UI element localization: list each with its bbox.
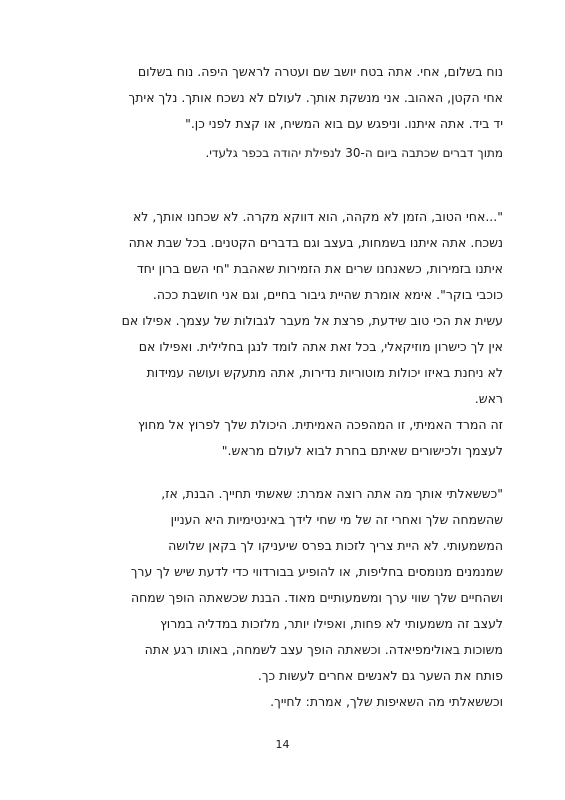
text-line: ראש. [474, 391, 503, 406]
text-line: לא ניחנת באיזו יכולות מוטוריות נדירות, אתה מתעקש ועושה עמידות [146, 365, 503, 380]
page-number: 14 [275, 738, 290, 751]
text-line: משוכות באולימפיאדה. וכשאתה הופך עצב לשמחה, באותו רגע אתה [144, 642, 503, 657]
paragraph-letter-to-brother [59, 204, 503, 464]
text-line: איתנו בזמירות, כשאנחנו שרים את הזמירות שאהבת "חי השם ברון יחד [136, 261, 503, 276]
text-line: יד ביד. אתה איתנו. וניפגש עם בוא המשיח, או קצת לפני כן." [185, 116, 503, 131]
text-line: "כששאלתי אותך מה אתה רוצה אמרת: שאשתי תחייך. הבנת, אז, [161, 486, 503, 501]
text-line: נשכח. אתה איתנו בשמחות, בעצב וגם בדברים הקטנים. בכל שבת אתה [128, 235, 503, 250]
source-attribution: מתוך דברים שכתבה ביום ה-30 לנפילת יהודה בכפר גלעדי. [205, 146, 503, 160]
paragraph-what-you-want [59, 481, 503, 715]
text-line: וכששאלתי מה השאיפות שלך, אמרת: לחייך. [270, 694, 503, 709]
text-line: לעצב זה משמעותי לא פחות, ואפילו יותר, מלזכות במדליה במרוץ [160, 616, 503, 631]
text-line: פותח את השער גם לאנשים אחרים לעשות כך. [257, 668, 503, 683]
paragraph-closing-words [59, 59, 503, 137]
text-line: זה המרד האמיתי, זו המהפכה האמיתית. היכולת שלך לפרוץ אל מחוץ [137, 417, 503, 432]
text-line: שמנמנים מנומסים בחליפות, או להופיע בבורדווי כדי לדעת שיש לך ערך [130, 564, 503, 579]
text-line: ושהחיים שלך שווי ערך ומשמעותיים מאוד. הבנת שכשאתה הופך שמחה [130, 590, 503, 605]
text-line: לעצמך ולכישורים שאיתם בחרת לבוא לעולם מראש." [221, 443, 503, 458]
text-line: המשמעותי. לא היית צריך לזכות בפרס שיעניקו לך בקאן שלושה [168, 538, 503, 553]
text-line: כוכבי בוקר". אימא אומרת שהיית גיבור בחיים, וגם אני חושבת ככה. [152, 287, 503, 302]
text-line: עשית את הכי טוב שידעת, פרצת אל מעבר לגבולות של עצמך. אפילו אם [121, 313, 503, 328]
text-line: שהשמחה שלך ואחרי זה של מי שחי לידך באינטימיות היא העניין [170, 512, 503, 527]
text-line: "...אחי הטוב, הזמן לא מקהה, הוא דווקא מקרה. לא שכחנו אותך, לא [132, 209, 503, 224]
text-line: נוח בשלום, אחי. אתה בטח יושב שם ועטרה לראשך היפה. נוח בשלום [137, 64, 503, 79]
text-line: אחי הקטן, האהוב. אני מנשקת אותך. לעולם לא נשכח אותך. נלך איתך [128, 90, 503, 105]
text-line: אין לך כישרון מוזיקאלי, בכל זאת אתה לומד לנגן בחלילית. ואפילו אם [138, 339, 503, 354]
